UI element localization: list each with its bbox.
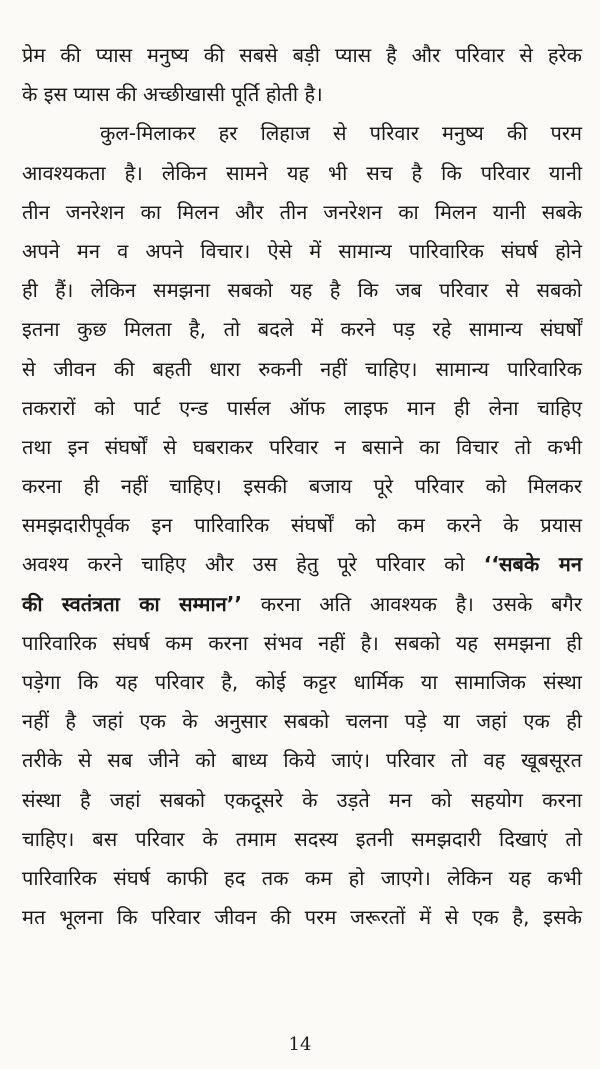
text-line: प्रेम की प्यास मनुष्य की सबसे बड़ी प्यास है और परिवार से हरेक <box>22 43 582 67</box>
bold-quote: की स्वतंत्रता का सम्मान’’ <box>22 591 242 616</box>
text-line: पड़ेगा कि यह परिवार है, कोई कट्टर धार्मिक या सामाजिक संस्था <box>22 670 582 694</box>
text-line: तथा इन संघर्षों से घबराकर परिवार न बसाने का विचार तो कभी <box>22 434 582 459</box>
text-line <box>22 585 582 624</box>
text-line: आवश्यकता है। लेकिन सामने यह भी सच है कि परिवार यानी <box>22 160 582 185</box>
text-line: अपने मन व अपने विचार। ऐसे में सामान्य पारिवारिक संघर्ष होने <box>22 238 582 263</box>
text-line: चाहिए। बस परिवार के तमाम सदस्य इतनी समझदारी दिखाएं तो <box>22 826 582 851</box>
text-line: पारिवारिक संघर्ष कम करना संभव नहीं है। सबको यह समझना ही <box>22 630 582 655</box>
text-line: संस्था है जहां सबको एकदूसरे के उड़ते मन को सहयोग करना <box>22 787 582 812</box>
text-line: पारिवारिक संघर्ष काफी हद तक कम हो जाएगे। लेकिन यह कभी <box>22 865 582 890</box>
text-line: करना ही नहीं चाहिए। इसकी बजाय पूरे परिवार को मिलकर <box>22 474 582 499</box>
text-line: समझदारीपूर्वक इन पारिवारिक संघर्षों को कम करने के प्रयास <box>22 513 582 538</box>
body-text <box>22 36 582 937</box>
text-segment: करना अति आवश्यक है। उसके बगैर <box>241 591 582 616</box>
text-line: तरीके से सब जीने को बाध्य किये जाएं। परिवार तो वह खूबसूरत <box>22 748 582 773</box>
text-line: तीन जनरेशन का मिलन और तीन जनरेशन का मिलन यानी सबके <box>22 199 582 224</box>
text-line: मत भूलना कि परिवार जीवन की परम जरूरतों में से एक है, इसके <box>22 905 582 930</box>
text-line: इतना कुछ मिलता है, तो बदले में करने पड़ रहे सामान्य संघर्षों <box>22 317 582 342</box>
text-line: के इस प्यास की अच्छीखासी पूर्ति होती है। <box>22 82 323 107</box>
text-line: तकरारों को पार्ट एन्ड पार्सल ऑफ लाइफ मान ही लेना चाहिए <box>22 395 582 420</box>
text-line <box>22 545 582 584</box>
text-line: कुल-मिलाकर हर लिहाज से परिवार मनुष्य की परम <box>100 121 582 146</box>
text-line: से जीवन की बहती धारा रुकनी नहीं चाहिए। सामान्य पारिवारिक <box>22 356 582 381</box>
bold-quote: ‘‘सबके मन <box>483 552 582 577</box>
text-line: नहीं है जहां एक के अनुसार सबको चलना पड़े या जहां एक ही <box>22 709 582 734</box>
page-number: 14 <box>288 1034 312 1055</box>
text-segment: अवश्य करने चाहिए और उस हेतु पूरे परिवार को <box>22 552 484 577</box>
text-line: ही हैं। लेकिन समझना सबको यह है कि जब परिवार से सबको <box>22 278 582 303</box>
